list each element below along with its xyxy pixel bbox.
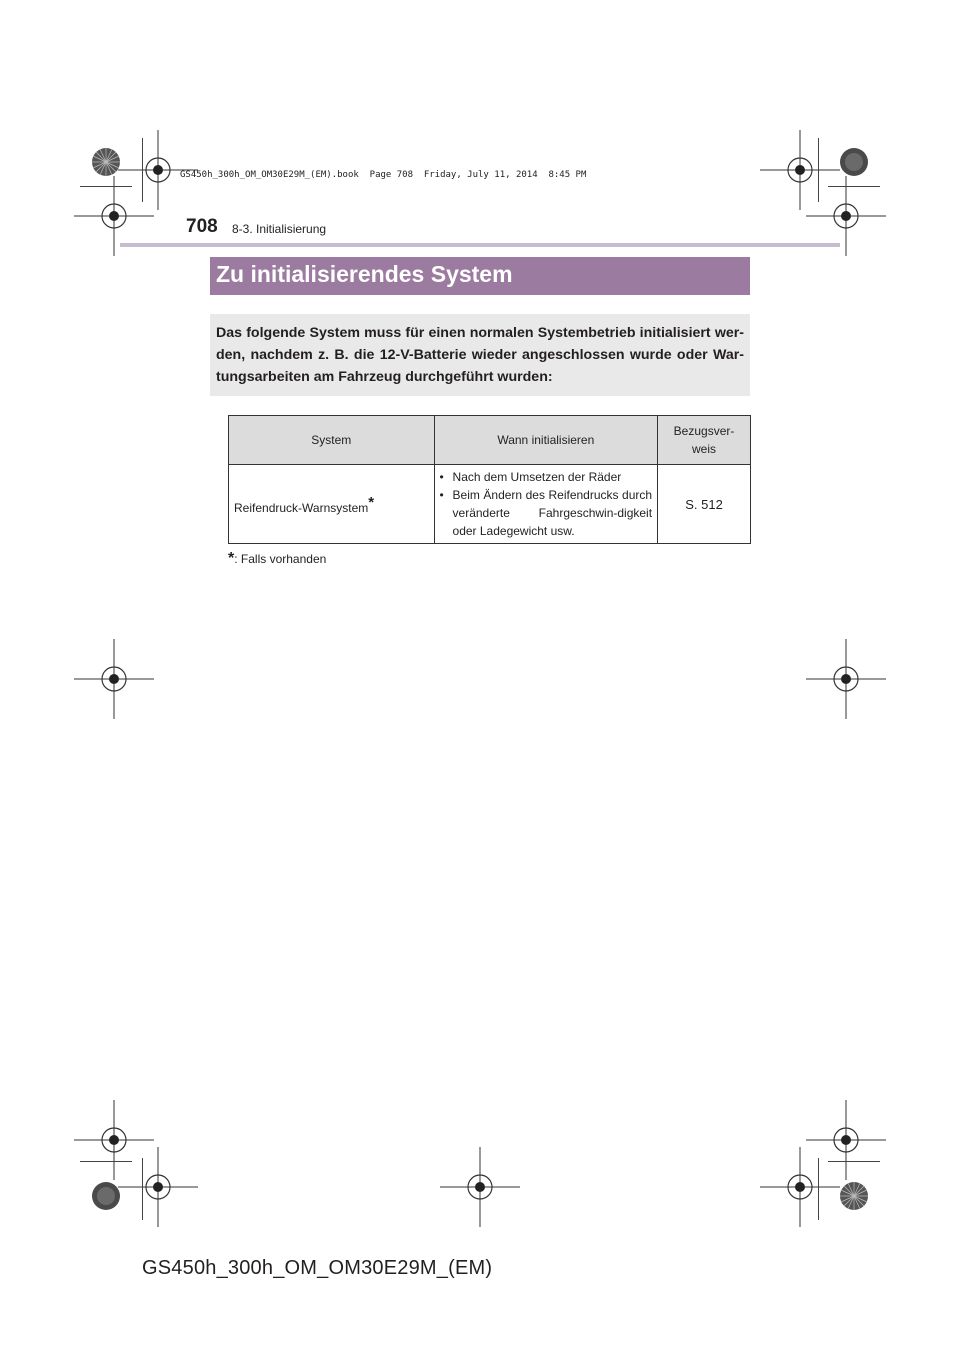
gray-disc-mark (91, 1181, 121, 1211)
header-system: System (229, 416, 435, 465)
crop-line (142, 1158, 143, 1220)
starburst-mark (839, 1181, 869, 1211)
header-reference-line2: weis (692, 442, 717, 456)
registration-mark (806, 639, 886, 719)
crop-line (828, 1161, 880, 1162)
registration-mark (440, 1147, 520, 1227)
list-item-text: Nach dem Umsetzen der Räder (452, 470, 622, 484)
footer-code: GS450h_300h_OM_OM30E29M_(EM) (142, 1257, 493, 1279)
registration-mark (760, 1147, 840, 1227)
bullet-mark: • (439, 488, 444, 502)
list-item-text: Beim Ändern des Reifendrucks durch veränderte Fahrgeschwin-digkeit oder Ladegewicht usw. (452, 488, 653, 538)
intro-box (210, 314, 750, 396)
registration-mark (74, 639, 154, 719)
crop-line (80, 186, 132, 187)
cell-when (434, 465, 658, 544)
footnote-text: : Falls vorhanden (234, 552, 327, 566)
page-number: 708 (186, 216, 218, 237)
cell-reference: S. 512 (658, 465, 751, 544)
footnote (228, 550, 326, 568)
starburst-mark (91, 147, 121, 177)
header-when: Wann initialisieren (434, 416, 658, 465)
cell-system (229, 465, 435, 544)
title-bar (210, 257, 750, 295)
book-info: GS450h_300h_OM_OM30E29M_(EM).book Page 708 Friday, July 11, 2014 8:45 PM (180, 170, 587, 180)
when-list (440, 468, 653, 540)
gray-disc-mark (839, 147, 869, 177)
header-rule (120, 243, 840, 247)
footnote-marker: * (368, 493, 375, 511)
system-name: Reifendruck-Warnsystem (234, 500, 369, 515)
registration-mark (118, 1147, 198, 1227)
header-reference (658, 416, 751, 465)
bullet-mark: • (439, 470, 444, 484)
footnote-star: * (228, 550, 235, 567)
initialization-table (228, 415, 751, 544)
section-label: 8-3. Initialisierung (232, 222, 327, 236)
crop-line (818, 1158, 819, 1220)
header-reference-line1: Bezugsver- (673, 424, 735, 438)
table-header-row (229, 416, 751, 465)
page-title: Zu initialisierendes System (216, 261, 513, 287)
crop-line (142, 138, 143, 202)
list-item (440, 486, 653, 540)
list-item (440, 468, 653, 486)
table-row (229, 465, 751, 544)
crop-line (828, 186, 880, 187)
crop-line (80, 1161, 132, 1162)
crop-line (818, 138, 819, 202)
intro-text: Das folgende System muss für einen normalen Systembetrieb initialisiert wer-den, nachdem z. B. die 12-V-Batterie wieder angeschlossen wurde oder War-tungsarbeiten am Fahrzeug durchgeführt wurden: (216, 325, 744, 385)
